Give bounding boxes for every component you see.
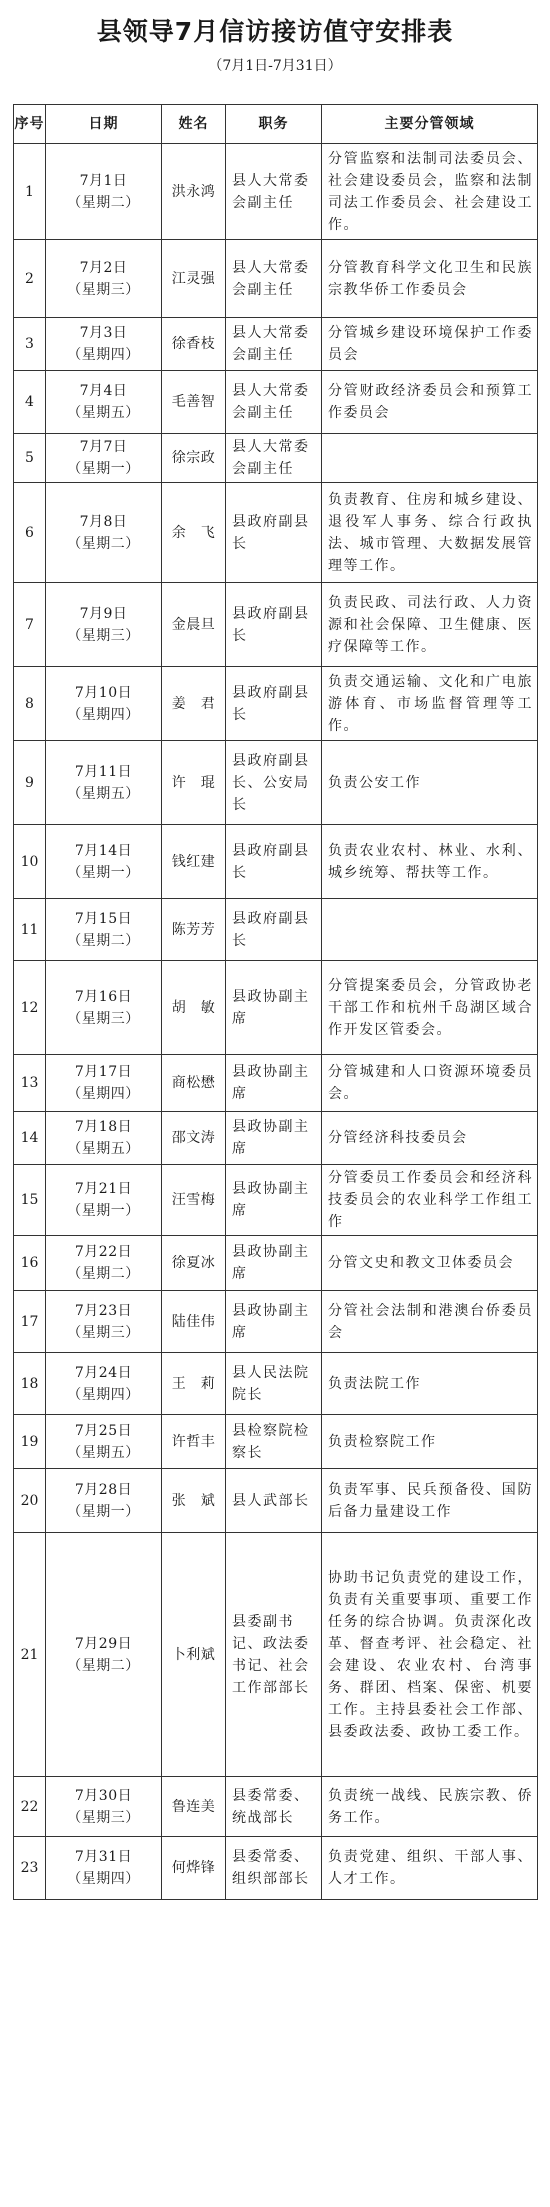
row-number: 17 <box>14 1291 46 1353</box>
row-area: 负责检察院工作 <box>322 1415 538 1469</box>
row-weekday: （星期二） <box>67 194 140 211</box>
row-position: 县政府副县长、公安局长 <box>226 741 322 825</box>
row-number: 21 <box>14 1533 46 1777</box>
header-position: 职务 <box>226 105 322 144</box>
row-date-cell <box>46 583 162 667</box>
row-date: 7月24日 <box>74 1364 133 1381</box>
row-position: 县政府副县长 <box>226 583 322 667</box>
row-number: 9 <box>14 741 46 825</box>
table-row <box>14 1112 538 1165</box>
row-name: 何烨锋 <box>162 1837 226 1900</box>
row-position: 县委常委、统战部长 <box>226 1777 322 1837</box>
row-date: 7月17日 <box>74 1064 133 1080</box>
row-date: 7月18日 <box>74 1119 133 1135</box>
row-area: 分管委员工作委员会和经济科技委员会的农业科学工作组工作 <box>322 1165 538 1236</box>
row-name: 王 莉 <box>162 1353 226 1415</box>
row-date-cell <box>46 1112 162 1165</box>
header-area: 主要分管领域 <box>322 105 538 144</box>
table-row <box>14 1291 538 1353</box>
table-row <box>14 1777 538 1837</box>
row-position: 县政协副主席 <box>226 961 322 1055</box>
table-row <box>14 1165 538 1236</box>
row-position: 县人民法院院长 <box>226 1353 322 1415</box>
table-row <box>14 961 538 1055</box>
row-area: 负责军事、民兵预备役、国防后备力量建设工作 <box>322 1469 538 1533</box>
row-weekday: （星期三） <box>67 627 140 644</box>
row-number: 23 <box>14 1837 46 1900</box>
row-number: 14 <box>14 1112 46 1165</box>
row-area: 分管提案委员会，分管政协老干部工作和杭州千岛湖区域合作开发区管委会。 <box>322 961 538 1055</box>
row-area <box>322 434 538 483</box>
row-area: 分管文史和教文卫体委员会 <box>322 1236 538 1291</box>
row-date: 7月10日 <box>74 684 133 701</box>
page-subtitle: （7月1日-7月31日） <box>208 58 342 74</box>
row-area: 分管监察和法制司法委员会、社会建设委员会，监察和法制司法工作委员会、社会建设工作。 <box>322 144 538 240</box>
row-date-cell <box>46 899 162 961</box>
row-name: 余 飞 <box>162 483 226 583</box>
row-area: 负责公安工作 <box>322 741 538 825</box>
row-number: 18 <box>14 1353 46 1415</box>
row-date-cell <box>46 741 162 825</box>
header-name: 姓名 <box>162 105 226 144</box>
row-position: 县政协副主席 <box>226 1112 322 1165</box>
row-weekday: （星期三） <box>67 1010 140 1027</box>
row-date: 7月16日 <box>74 988 133 1005</box>
row-date-cell <box>46 1353 162 1415</box>
row-number: 4 <box>14 371 46 434</box>
row-number: 15 <box>14 1165 46 1236</box>
row-name: 许哲丰 <box>162 1415 226 1469</box>
row-position: 县委副书记、政法委书记、社会工作部部长 <box>226 1533 322 1777</box>
row-weekday: （星期五） <box>67 785 140 802</box>
row-number: 16 <box>14 1236 46 1291</box>
row-date: 7月22日 <box>74 1244 133 1260</box>
row-position: 县人大常委会副主任 <box>226 318 322 371</box>
row-position: 县人武部长 <box>226 1469 322 1533</box>
row-date: 7月23日 <box>74 1302 133 1319</box>
table-row <box>14 434 538 483</box>
row-date-cell <box>46 1055 162 1112</box>
row-date-cell <box>46 1291 162 1353</box>
row-number: 7 <box>14 583 46 667</box>
row-name: 卜利斌 <box>162 1533 226 1777</box>
row-date-cell <box>46 1837 162 1900</box>
row-weekday: （星期三） <box>67 281 140 298</box>
row-area: 分管社会法制和港澳台侨委员会 <box>322 1291 538 1353</box>
row-area: 分管经济科技委员会 <box>322 1112 538 1165</box>
row-position: 县政协副主席 <box>226 1055 322 1112</box>
row-date: 7月2日 <box>79 259 128 276</box>
row-date: 7月9日 <box>79 605 128 622</box>
row-date: 7月4日 <box>79 383 128 399</box>
row-area: 分管城乡建设环境保护工作委员会 <box>322 318 538 371</box>
row-weekday: （星期二） <box>67 1266 140 1282</box>
row-date-cell <box>46 961 162 1055</box>
row-date: 7月21日 <box>74 1181 133 1197</box>
row-date: 7月31日 <box>74 1849 133 1865</box>
table-row <box>14 1055 538 1112</box>
row-date: 7月11日 <box>74 763 133 780</box>
row-date-cell <box>46 240 162 318</box>
row-position: 县政协副主席 <box>226 1165 322 1236</box>
row-date-cell <box>46 434 162 483</box>
row-date: 7月1日 <box>79 172 128 189</box>
row-name: 胡 敏 <box>162 961 226 1055</box>
row-date: 7月7日 <box>79 439 128 455</box>
row-number: 11 <box>14 899 46 961</box>
row-name: 徐夏冰 <box>162 1236 226 1291</box>
row-number: 8 <box>14 667 46 741</box>
row-name: 洪永鸿 <box>162 144 226 240</box>
row-date-cell <box>46 371 162 434</box>
table-body <box>14 144 538 1900</box>
row-date-cell <box>46 1533 162 1777</box>
row-date-cell <box>46 318 162 371</box>
row-area: 负责统一战线、民族宗教、侨务工作。 <box>322 1777 538 1837</box>
table-row <box>14 1415 538 1469</box>
table-row <box>14 371 538 434</box>
table-row <box>14 825 538 899</box>
row-date-cell <box>46 1415 162 1469</box>
row-date-cell <box>46 483 162 583</box>
table-header-row <box>14 105 538 144</box>
row-weekday: （星期一） <box>67 864 140 881</box>
header-no: 序号 <box>14 105 46 144</box>
row-weekday: （星期三） <box>67 1324 140 1341</box>
row-weekday: （星期一） <box>67 461 140 477</box>
row-date: 7月25日 <box>74 1422 133 1439</box>
row-name: 许 琨 <box>162 741 226 825</box>
row-area: 负责党建、组织、干部人事、人才工作。 <box>322 1837 538 1900</box>
row-name: 毛善智 <box>162 371 226 434</box>
row-area: 协助书记负责党的建设工作，负责有关重要事项、重要工作任务的综合协调。负责深化改革、督查考评、社会稳定、社会建设、农业农村、台湾事务、群团、档案、保密、机要工作。主持县委社会工作部、县委政法委、政协工委工作。 <box>322 1533 538 1777</box>
table-row <box>14 1236 538 1291</box>
row-date: 7月29日 <box>74 1635 133 1652</box>
table-row <box>14 583 538 667</box>
row-area: 负责农业农村、林业、水利、城乡统筹、帮扶等工作。 <box>322 825 538 899</box>
row-area: 分管教育科学文化卫生和民族宗教华侨工作委员会 <box>322 240 538 318</box>
row-position: 县人大常委会副主任 <box>226 144 322 240</box>
table-row <box>14 1353 538 1415</box>
table-row <box>14 240 538 318</box>
row-weekday: （星期一） <box>67 1203 140 1219</box>
row-position: 县人大常委会副主任 <box>226 240 322 318</box>
table-row <box>14 1469 538 1533</box>
row-area: 负责教育、住房和城乡建设、退役军人事务、综合行政执法、城市管理、大数据发展管理等工作。 <box>322 483 538 583</box>
row-position: 县政府副县长 <box>226 899 322 961</box>
row-number: 10 <box>14 825 46 899</box>
row-area: 负责民政、司法行政、人力资源和社会保障、卫生健康、医疗保障等工作。 <box>322 583 538 667</box>
row-weekday: （星期五） <box>67 405 140 421</box>
row-date: 7月15日 <box>74 910 133 927</box>
row-date: 7月30日 <box>74 1787 133 1804</box>
table-row <box>14 144 538 240</box>
row-date-cell <box>46 1236 162 1291</box>
table-row <box>14 899 538 961</box>
table-row <box>14 741 538 825</box>
row-weekday: （星期五） <box>67 1444 140 1461</box>
row-weekday: （星期二） <box>67 1657 140 1674</box>
row-position: 县委常委、组织部部长 <box>226 1837 322 1900</box>
row-name: 姜 君 <box>162 667 226 741</box>
row-name: 钱红建 <box>162 825 226 899</box>
row-weekday: （星期五） <box>67 1141 140 1157</box>
row-area: 分管城建和人口资源环境委员会。 <box>322 1055 538 1112</box>
row-date-cell <box>46 825 162 899</box>
row-number: 3 <box>14 318 46 371</box>
row-weekday: （星期四） <box>67 1086 140 1102</box>
row-name: 邵文涛 <box>162 1112 226 1165</box>
row-area: 负责交通运输、文化和广电旅游体育、市场监督管理等工作。 <box>322 667 538 741</box>
row-name: 汪雪梅 <box>162 1165 226 1236</box>
row-name: 陈芳芳 <box>162 899 226 961</box>
row-weekday: （星期四） <box>67 706 140 723</box>
table-row <box>14 318 538 371</box>
row-position: 县政府副县长 <box>226 483 322 583</box>
header-date: 日期 <box>46 105 162 144</box>
row-name: 鲁连美 <box>162 1777 226 1837</box>
row-date: 7月8日 <box>79 513 128 530</box>
row-position: 县政协副主席 <box>226 1291 322 1353</box>
row-position: 县政府副县长 <box>226 667 322 741</box>
row-area <box>322 899 538 961</box>
row-number: 12 <box>14 961 46 1055</box>
row-weekday: （星期二） <box>67 535 140 552</box>
row-date: 7月28日 <box>74 1481 133 1498</box>
row-weekday: （星期二） <box>67 932 140 949</box>
row-name: 陆佳伟 <box>162 1291 226 1353</box>
row-area: 负责法院工作 <box>322 1353 538 1415</box>
row-weekday: （星期四） <box>67 347 140 363</box>
row-date: 7月14日 <box>74 842 133 859</box>
schedule-table <box>13 104 538 1900</box>
table-row <box>14 483 538 583</box>
row-date-cell <box>46 1165 162 1236</box>
row-number: 19 <box>14 1415 46 1469</box>
row-name: 金晨旦 <box>162 583 226 667</box>
row-name: 江灵强 <box>162 240 226 318</box>
row-number: 20 <box>14 1469 46 1533</box>
row-position: 县政府副县长 <box>226 825 322 899</box>
table-row <box>14 667 538 741</box>
row-weekday: （星期一） <box>67 1503 140 1520</box>
row-date-cell <box>46 667 162 741</box>
row-weekday: （星期三） <box>67 1809 140 1826</box>
table-row <box>14 1837 538 1900</box>
table-row <box>14 1533 538 1777</box>
row-number: 1 <box>14 144 46 240</box>
row-name: 徐宗政 <box>162 434 226 483</box>
row-date-cell <box>46 1777 162 1837</box>
row-date-cell <box>46 1469 162 1533</box>
row-name: 商松懋 <box>162 1055 226 1112</box>
row-number: 22 <box>14 1777 46 1837</box>
row-position: 县检察院检察长 <box>226 1415 322 1469</box>
row-name: 徐香枝 <box>162 318 226 371</box>
row-position: 县人大常委会副主任 <box>226 434 322 483</box>
row-number: 2 <box>14 240 46 318</box>
row-number: 5 <box>14 434 46 483</box>
row-number: 6 <box>14 483 46 583</box>
row-position: 县政协副主席 <box>226 1236 322 1291</box>
row-date: 7月3日 <box>79 325 128 341</box>
page-title: 县领导7月信访接访值守安排表 <box>96 17 454 46</box>
row-number: 13 <box>14 1055 46 1112</box>
row-area: 分管财政经济委员会和预算工作委员会 <box>322 371 538 434</box>
row-date-cell <box>46 144 162 240</box>
row-weekday: （星期四） <box>67 1871 140 1887</box>
row-name: 张 斌 <box>162 1469 226 1533</box>
row-position: 县人大常委会副主任 <box>226 371 322 434</box>
row-weekday: （星期四） <box>67 1386 140 1403</box>
